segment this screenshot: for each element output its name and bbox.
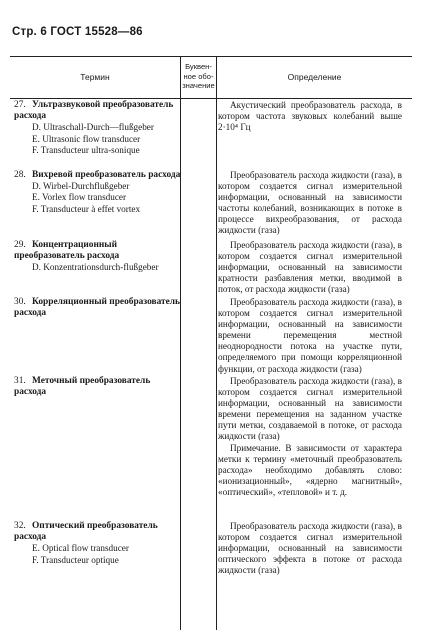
- term-row: [14, 100, 182, 156]
- term-translation: D. Konzentrationsdurch-flußgeber: [32, 262, 159, 273]
- term-definition: [218, 240, 402, 295]
- term-translation: E. Ultrasonic flow transducer: [32, 133, 141, 144]
- term-translation: E. Vorlex flow transducer: [32, 192, 127, 203]
- term-number: 29.: [14, 240, 26, 250]
- term-number: 28.: [14, 170, 26, 180]
- definition-text: Преобразователь расхода жидкости (газа), в котором создается сигнал измерительной информации, основанный на зависимости оптического эффекта в потоке от расхода жидкости (газа): [218, 521, 402, 576]
- definition-text: Акустический преобразователь расхода, в котором частота звуковых колебаний выше 2·10⁴ Гц: [218, 100, 402, 133]
- term-name: Концентрационный преобразователь расхода: [14, 240, 120, 262]
- term-name: Корреляционный преобразователь расхода: [14, 297, 181, 319]
- term-row: [14, 240, 182, 274]
- term-translation: D. Ultraschall-Durch—flußgeber: [32, 122, 154, 133]
- term-definition: [218, 376, 402, 498]
- definition-text: Преобразователь расхода жидкости (газа), в котором создается сигнал измерительной информации, основанный на зависимости кратности разбавления метки, вводимой в поток, от расхода жидкости (газа): [218, 240, 402, 295]
- term-name: Оптический преобразователь расхода: [14, 521, 158, 543]
- definition-text: Преобразователь расхода жидкости (газа), в котором создается сигнал измерительной информации, основанный на зависимости частоты колебаний, возникающих в потоке в процессе вихреобразования, от расхода жидкости (газа): [218, 170, 402, 236]
- column-header-letter: Буквен-ное обо-значение: [182, 62, 215, 90]
- term-row: [14, 521, 182, 566]
- term-number: 27.: [14, 100, 26, 110]
- term-definition: [218, 100, 402, 133]
- definition-text: Преобразователь расхода жидкости (газа), в котором создается сигнал измерительной информации, основанный на зависимости времени перемещения на заданном участке пути метки, создаваемой в потоке, от расхода жидкости (газа): [218, 376, 402, 442]
- term-translation: F. Transducteur à effet vortex: [32, 203, 141, 214]
- term-name: Ультразвуковой преобразователь расхода: [14, 100, 174, 122]
- term-number: 30.: [14, 297, 26, 307]
- term-definition: [218, 297, 402, 375]
- term-row: [14, 376, 182, 398]
- table-top-border: [10, 56, 412, 57]
- definition-text: Преобразователь расхода жидкости (газа), в котором создается сигнал измерительной информации, основанный на зависимости времени перемещения местной неоднородности потока на участке пути, определяемого при помощи корреляционной функции, от расхода жидкости (газа): [218, 297, 402, 374]
- term-number: 32.: [14, 521, 26, 531]
- term-definition: [218, 170, 402, 237]
- term-translation: E. Optical flow transducer: [32, 543, 129, 554]
- term-definition: [218, 521, 402, 576]
- column-divider-right: [216, 56, 217, 630]
- term-row: [14, 297, 182, 319]
- term-number: 31.: [14, 376, 26, 386]
- term-name: Меточный преобразователь расхода: [14, 376, 151, 398]
- term-row: [14, 170, 182, 215]
- column-header-definition: Определение: [287, 72, 342, 82]
- table-header-border: [10, 98, 412, 99]
- column-header-term: Термин: [80, 72, 110, 82]
- term-name: Вихревой преобразователь расхода: [32, 170, 181, 180]
- page-header: Стр. 6 ГОСТ 15528—86: [12, 26, 143, 38]
- term-translation: F. Transducteur optique: [32, 554, 119, 565]
- term-translation: D. Wirbel-Durchflußgeber: [32, 181, 130, 192]
- definition-note: Примечание. В зависимости от характера метки к термину «меточный преобразователь расхода» необходимо добавлять слово: «ионизационный», «ядерно магнитный», «оптический», «тепловой» и т. д.: [218, 442, 402, 497]
- term-translation: F. Transducteur ultra-sonique: [32, 144, 140, 155]
